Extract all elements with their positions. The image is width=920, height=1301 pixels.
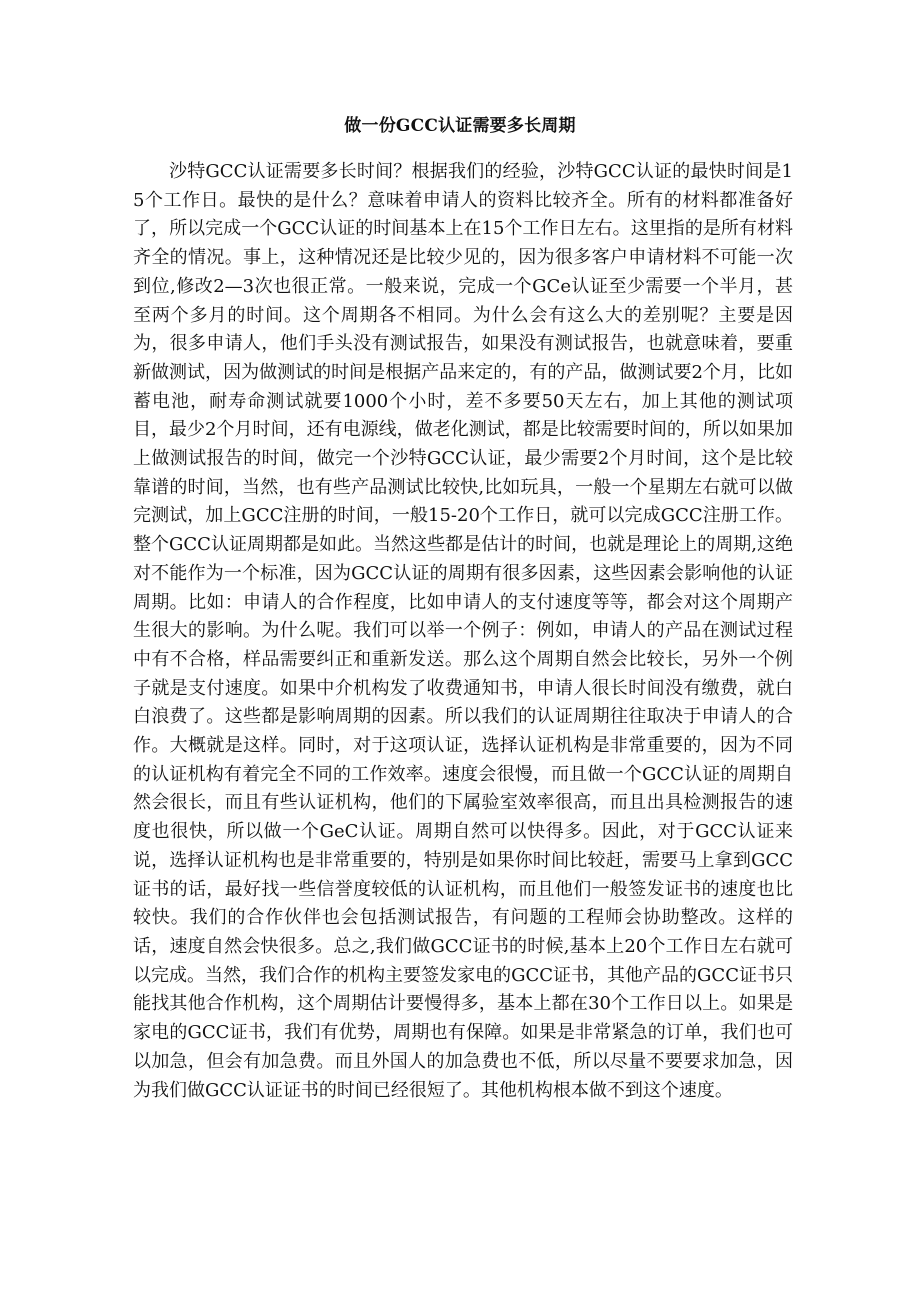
document-paragraph: 沙特GCC认证需要多长时间？根据我们的经验，沙特GCC认证的最快时间是15个工作日。最快的是什么？意味着申请人的资料比较齐全。所有的材料都准备好了，所以完成一个GCC认证的时间基本上在15个工作日左右。这里指的是所有材料齐全的情况。事上，这种情况还是比较少见的，因为很多客户申请材料不可能一次到位,修改2—3次也很正常。一般来说，完成一个GCe认证至少需要一个半月，甚至两个多月的时间。这个周期各不相同。为什么会有这么大的差别呢？主要是因为，很多申请人，他们手头没有测试报告，如果没有测试报告，也就意味着，要重新做测试，因为做测试的时间是根据产品来定的，有的产品，做测试要2个月，比如蓄电池，耐寿命测试就要1000个小时，差不多要50天左右，加上其他的测试项目，最少2个月时间，还有电源线，做老化测试，都是比较需要时间的，所以如果加上做测试报告的时间，做完一个沙特GCC认证，最少需要2个月时间，这个是比较靠谱的时间，当然，也有些产品测试比较快,比如玩具，一般一个星期左右就可以做完测试，加上GCC注册的时间，一般15-20个工作日，就可以完成GCC注册工作。整个GCC认证周期都是如此。当然这些都是估计的时间，也就是理论上的周期,这绝对不能作为一个标准，因为GCC认证的周期有很多因素，这些因素会影响他的认证周期。比如：申请人的合作程度，比如申请人的支付速度等等，都会对这个周期产生很大的影响。为什么呢。我们可以举一个例子：例如，申请人的产品在测试过程中有不合格，样品需要纠正和重新发送。那么这个周期自然会比较长，另外一个例子就是支付速度。如果中介机构发了收费通知书，申请人很长时间没有缴费，就白白浪费了。这些都是影响周期的因素。所以我们的认证周期往往取决于申请人的合作。大概就是这样。同时，对于这项认证，选择认证机构是非常重要的，因为不同的认证机构有着完全不同的工作效率。速度会很慢，而且做一个GCC认证的周期自然会很长，而且有些认证机构，他们的下属验室效率很高，而且出具检测报告的速度也很快，所以做一个GeC认证。周期自然可以快得多。因此，对于GCC认证来说，选择认证机构也是非常重要的，特别是如果你时间比较赶，需要马上拿到GCC证书的话，最好找一些信誉度较低的认证机构，而且他们一般签发证书的速度也比较快。我们的合作伙伴也会包括测试报告，有问题的工程师会协助整改。这样的话，速度自然会快很多。总之,我们做GCC证书的时候,基本上20个工作日左右就可以完成。当然，我们合作的机构主要签发家电的GCC证书，其他产品的GCC证书只能找其他合作机构，这个周期估计要慢得多，基本上都在30个工作日以上。如果是家电的GCC证书，我们有优势，周期也有保障。如果是非常紧急的订单，我们也可以加急，但会有加急费。而且外国人的加急费也不低，所以尽量不要要求加急，因为我们做GCC认证证书的时间已经很短了。其他机构根本做不到这个速度。 xyxy=(133,161,793,1101)
document-title: 做一份GCC认证需要多长周期 xyxy=(344,116,576,136)
